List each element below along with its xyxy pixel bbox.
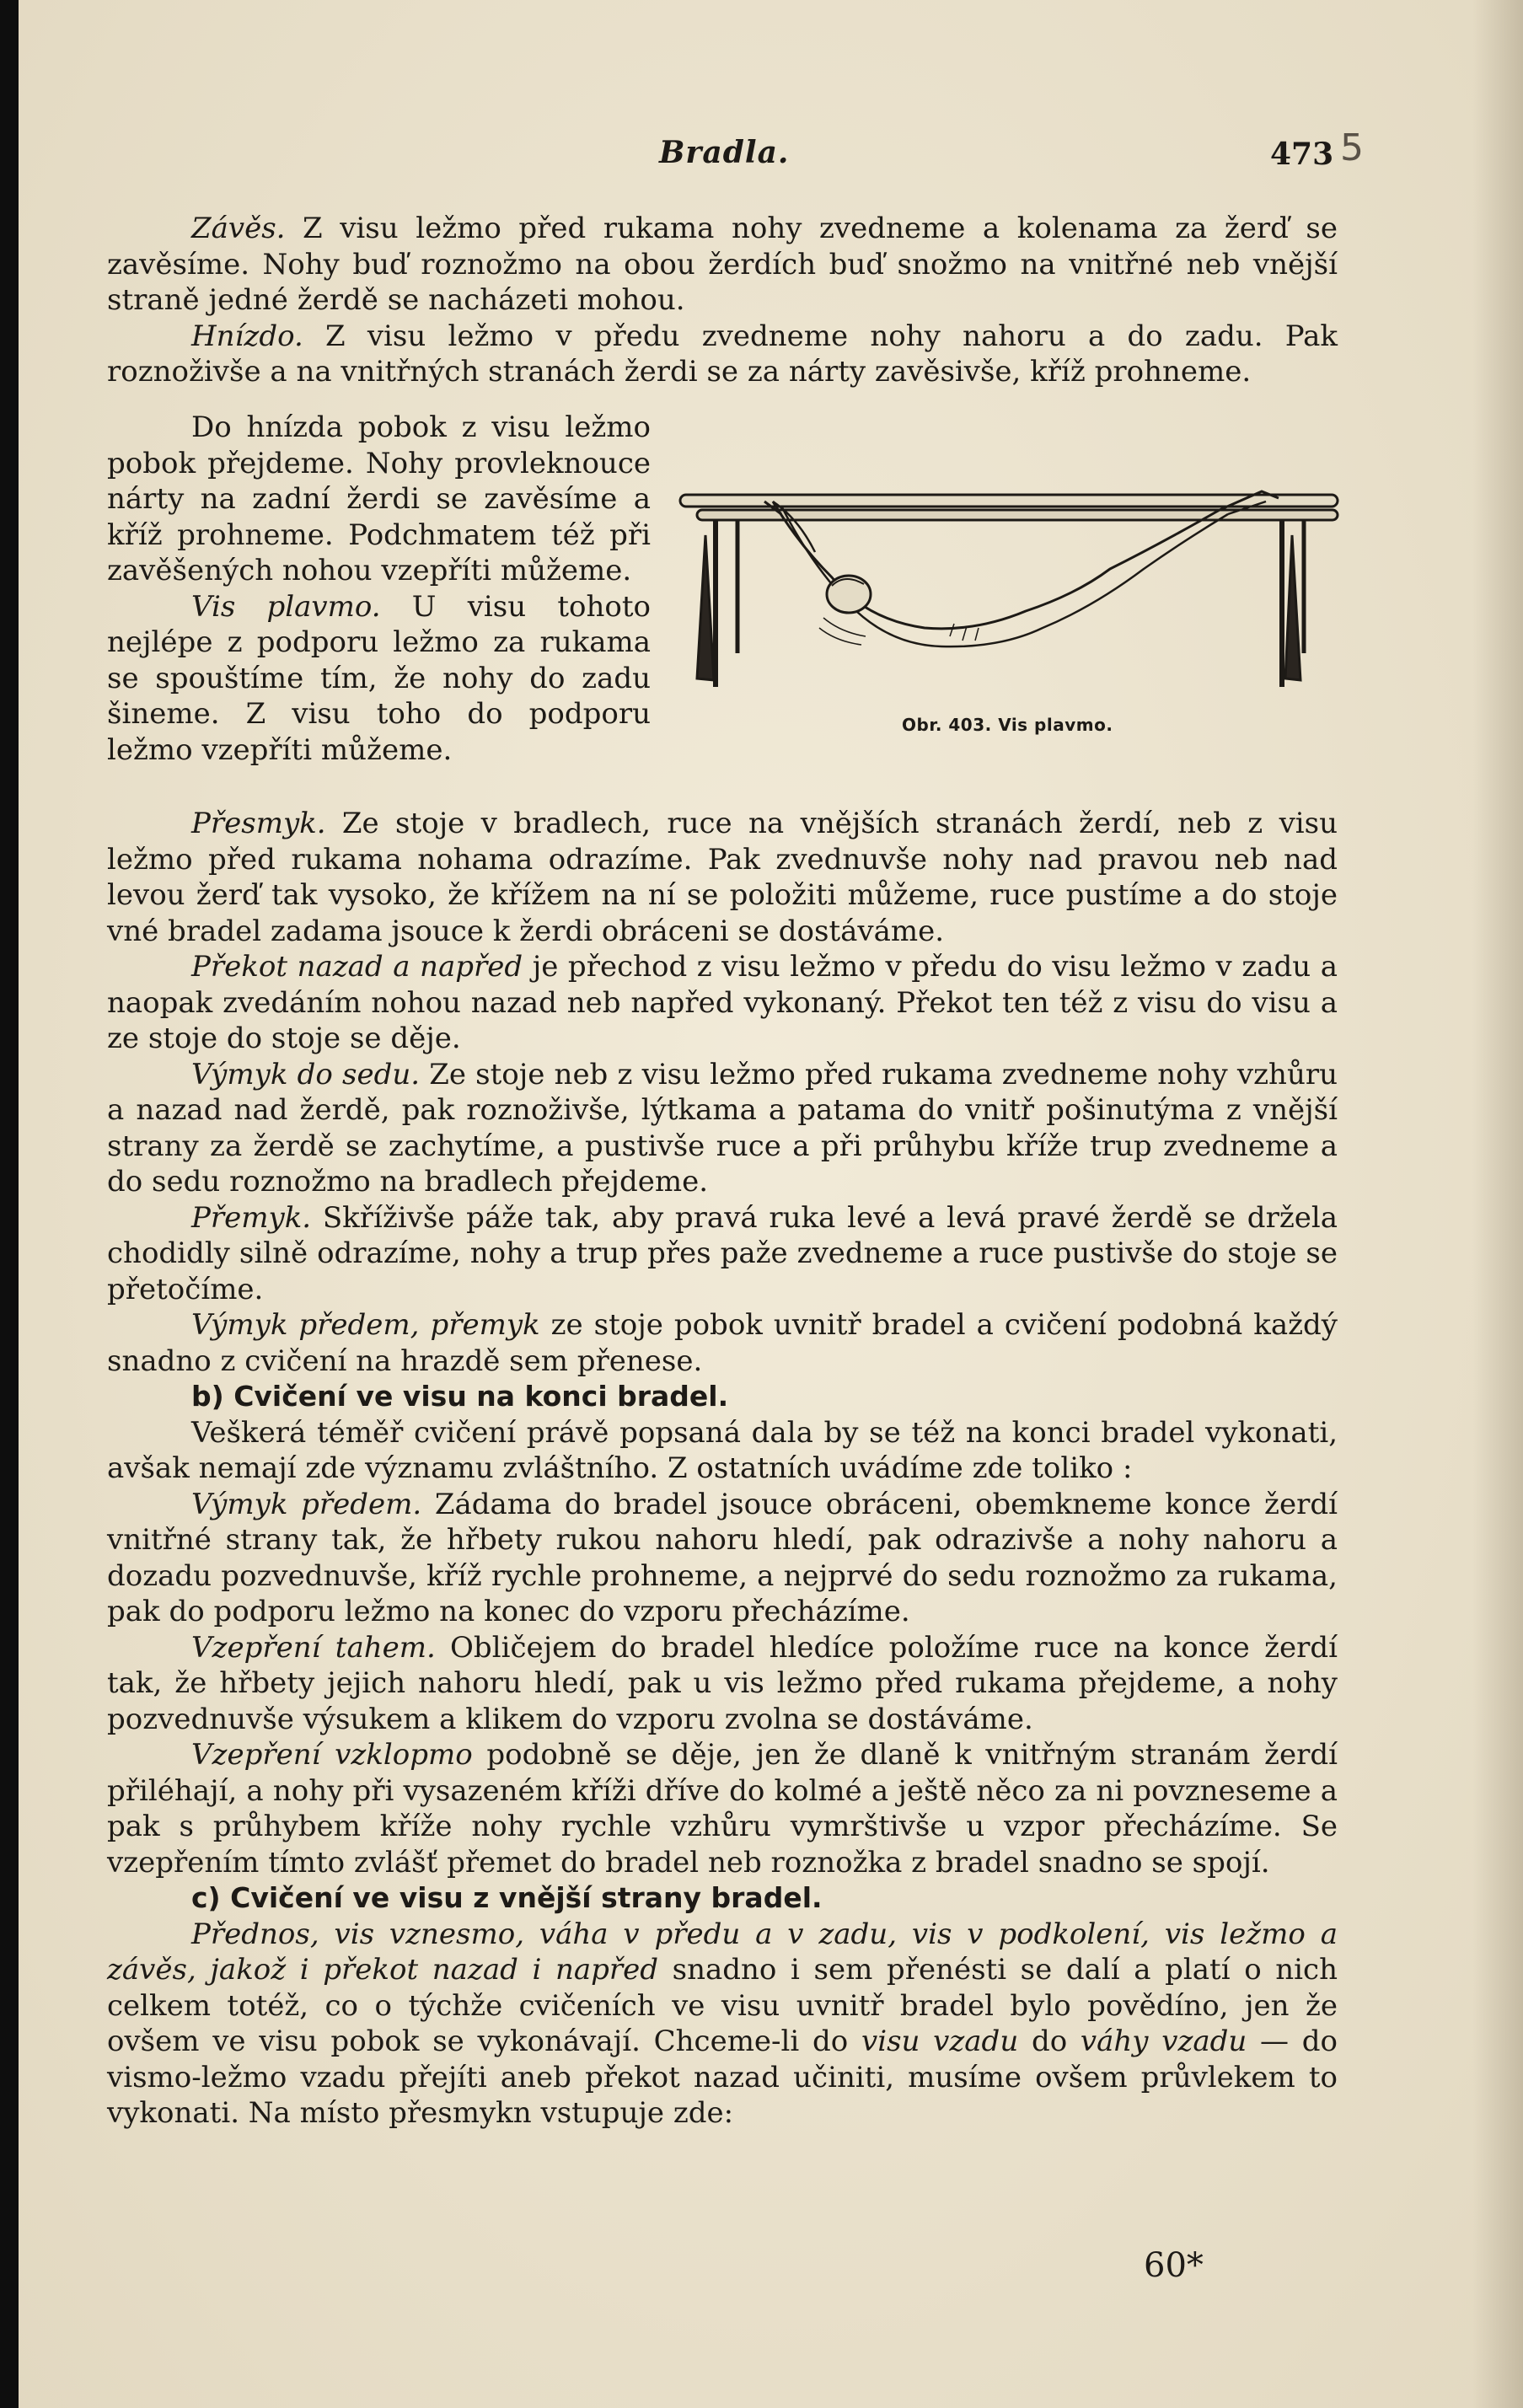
paragraph-hnizdo: Hnízdo. Z visu ležmo v předu zvedneme nohy nahoru a do zadu. Pak roznoživše a na vnitřných stranách žerdi se za nárty zavěsivše, kříž prohneme. bbox=[107, 319, 1338, 389]
paragraph-premyk: Přemyk. Skříživše páže tak, aby pravá ruka levé a levá pravé žerdě se držela chodidly silně odrazíme, nohy a trup přes paže zvedneme a ruce pustivše do stoje se přetočíme. bbox=[107, 1200, 1338, 1306]
text-block-beside-figure bbox=[107, 410, 651, 768]
page-edge-shadow bbox=[1472, 0, 1523, 2408]
paragraph-veskera: Veškerá téměř cvičení právě popsaná dala by se též na konci bradel vykonati, avšak nemají zde významu zvláštního. Z ostatních uvádíme zde toliko : bbox=[107, 1415, 1338, 1485]
paragraph-vzepreni-tahem: Vzepření tahem. Obličejem do bradel hledíce položíme ruce na konce žerdí tak, že hřbety jejich nahoru hledí, pak u vis ležmo před rukama přejdeme, a nohy pozvednuvše výsukem a klikem do vzporu zvolna se dostáváme. bbox=[107, 1630, 1338, 1736]
page-number: 473 bbox=[1270, 137, 1334, 172]
text-block-main bbox=[107, 806, 1338, 2132]
signature-mark: 60* bbox=[1144, 2246, 1204, 2285]
paragraph-presmyk: Přesmyk. Ze stoje v bradlech, ruce na vnějších stranách žerdí, neb z visu ležmo před rukama nohama odrazíme. Pak zvednuvše nohy nad pravou neb nad levou žerď tak vysoko, že křížem na ní se položiti můžeme, ruce pustíme a do stoje vné bradel zadama jsouce k žerdi obráceni se dostáváme. bbox=[107, 807, 1338, 948]
paragraph-vymyk-predem-1: Výmyk předem, přemyk ze stoje pobok uvnitř bradel a cvičení podobná každý snadno z cvičení na hrazdě sem přenese. bbox=[107, 1308, 1338, 1378]
section-heading-b: b) Cvičení ve visu na konci bradel. bbox=[191, 1380, 729, 1413]
paragraph-vymyk-predem-2: Výmyk předem. Zádama do bradel jsouce obráceni, obemkneme konce žerdí vnitřné strany tak, že hřbety rukou nahoru hledí, pak odrazivše a nohy nahoru a dozadu pozvednuvše, kříž rychle prohneme, a nejprvé do sedu roznožmo za rukama, pak do podporu ležmo na konec do vzporu přecházíme. bbox=[107, 1487, 1338, 1628]
paragraph-prekot: Překot nazad a napřed je přechod z visu ležmo v předu do visu ležmo v zadu a naopak zvedáním nohou nazad neb napřed vykonaný. Překot ten též z visu do visu a ze stoje do stoje se děje. bbox=[107, 950, 1338, 1055]
book-page bbox=[19, 0, 1523, 2408]
paragraph-vzepreni-vzklopmo: Vzepření vzklopmo podobně se děje, jen že dlaně k vnitřným stranám žerdí přiléhají, a nohy při vysazeném kříži dříve do kolmé a ještě něco za ni povzneseme a pak s průhybem kříže nohy rychle vzhůru vymrštivše u vzpor přecházíme. Se vzepřením tímto zvlášť přemet do bradel neb roznožka z bradel snadno se spojí. bbox=[107, 1738, 1338, 1880]
text-block-top bbox=[107, 211, 1338, 390]
paragraph-prednos: Přednos, vis vznesmo, váha v předu a v zadu, vis v podkolení, vis ležmo a závěs, jakož i překot nazad i napřed snadno i sem přenésti se dalí a platí o nich celkem totéž, co o týchže cvičeních ve visu uvnitř bradel bylo povědíno, jen že ovšem ve visu pobok se vykonávají. Chceme-li do visu vzadu do váhy vzadu — do vismo-ležmo vzadu přejíti aneb překot nazad učiniti, musíme ovšem průvlekem to vykonati. Na místo přesmykn vstupuje zde: bbox=[107, 1917, 1338, 2130]
figure-caption: Obr. 403. Vis plavmo. bbox=[902, 715, 1113, 735]
running-header-title: Bradla. bbox=[659, 135, 790, 170]
paragraph-vymyk-do-sedu: Výmyk do sedu. Ze stoje neb z visu ležmo před rukama zvedneme nohy vzhůru a nazad nad žerdě, pak roznoživše, lýtkama a patama do vnitř pošinutýma z vnější strany za žerdě se zachytíme, a pustivše ruce a při průhybu kříže trup zvedneme a do sedu roznožmo na bradlech přejdeme. bbox=[107, 1057, 1338, 1199]
pencil-annotation: 5 bbox=[1340, 126, 1364, 169]
paragraph-zaves: Závěs. Z visu ležmo před rukama nohy zvedneme a kolenama za žerď se zavěsíme. Nohy buď roznožmo na obou žerdích buď snožmo na vnitřné neb vnější straně jedné žerdě se nacházeti mohou. bbox=[107, 212, 1338, 317]
paragraph-do-hnizda: Do hnízda pobok z visu ležmo pobok přejdeme. Nohy provleknouce nárty na zadní žerdi se zavěsíme a kříž prohneme. Podchmatem též při zavěšených nohou vzepříti můžeme. bbox=[107, 410, 651, 587]
section-heading-c: c) Cvičení ve visu z vnější strany bradel. bbox=[191, 1881, 823, 1914]
paragraph-vis-plavmo: Vis plavmo. U visu tohoto nejlépe z podporu ležmo za rukama se spouštíme tím, že nohy do zadu šineme. Z visu toho do podporu ležmo vzepříti můžeme. bbox=[107, 589, 652, 767]
